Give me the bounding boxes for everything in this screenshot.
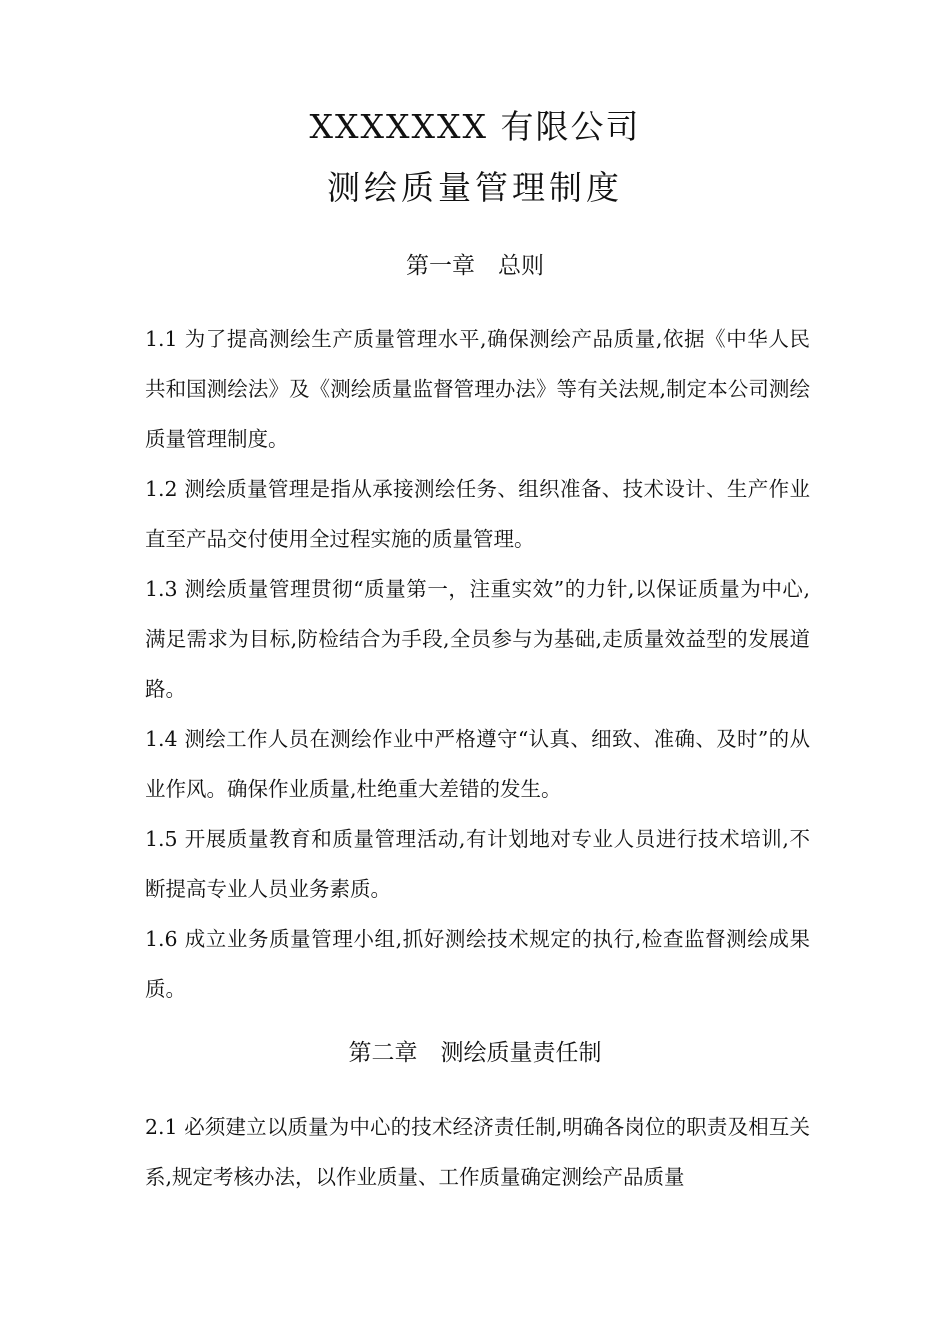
document-title: 测绘质量管理制度 bbox=[327, 168, 623, 207]
clause-2-1: 2.1 必须建立以质量为中心的技术经济责任制,明确各岗位的职责及相互关系,规定考核办法，以作业质量、工作质量确定测绘产品质量 bbox=[145, 1115, 810, 1189]
clause-1-2: 1.2 测绘质量管理是指从承接测绘任务、组织准备、技术设计、生产作业直至产品交付使用全过程实施的质量管理。 bbox=[145, 477, 810, 551]
clause-1-6: 1.6 成立业务质量管理小组,抓好测绘技术规定的执行,检查监督测绘成果质。 bbox=[145, 927, 810, 1001]
company-title: XXXXXXX 有限公司 bbox=[309, 107, 641, 146]
clause-1-1: 1.1 为了提高测绘生产质量管理水平,确保测绘产品质量,依据《中华人民共和国测绘法》及《测绘质量监督管理办法》等有关法规,制定本公司测绘质量管理制度。 bbox=[145, 327, 810, 451]
chapter-2-heading: 第二章 测绘质量责任制 bbox=[348, 1040, 602, 1066]
clause-1-4: 1.4 测绘工作人员在测绘作业中严格遵守“认真、细致、准确、及时”的从业作风。确保作业质量,杜绝重大差错的发生。 bbox=[145, 727, 810, 801]
clause-1-5: 1.5 开展质量教育和质量管理活动,有计划地对专业人员进行技术培训,不断提高专业人员业务素质。 bbox=[145, 827, 810, 901]
clause-1-3: 1.3 测绘质量管理贯彻“质量第一，注重实效”的力针,以保证质量为中心,满足需求为目标,防检结合为手段,全员参与为基础,走质量效益型的发展道路。 bbox=[145, 577, 810, 701]
chapter-1-heading: 第一章 总则 bbox=[406, 253, 544, 279]
